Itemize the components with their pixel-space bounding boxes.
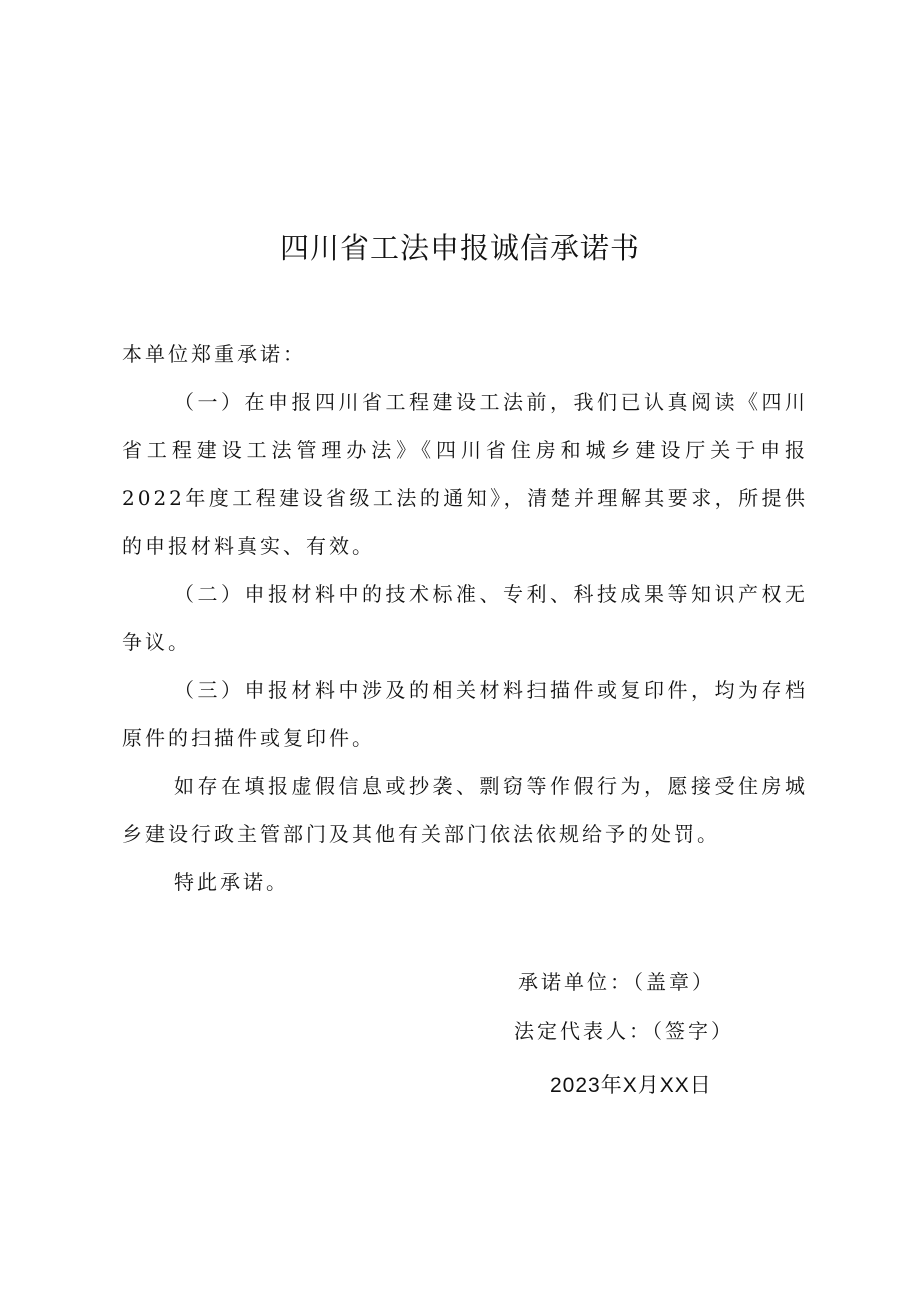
salutation: 本单位郑重承诺：	[122, 342, 306, 366]
paragraph-4: 如存在填报虚假信息或抄袭、剽窃等作假行为，愿接受住房城乡建设行政主管部门及其他有关部门依法依规给予的处罚。	[122, 774, 808, 846]
paragraph-2: （二）申报材料中的技术标准、专利、科技成果等知识产权无争议。	[122, 582, 808, 654]
signature-representative: 法定代表人：（签字）	[514, 1019, 734, 1043]
document-title: 四川省工法申报诚信承诺书	[279, 231, 640, 265]
paragraph-1: （一）在申报四川省工程建设工法前，我们已认真阅读《四川省工程建设工法管理办法》《四川省住房和城乡建设厅关于申报2022年度工程建设省级工法的通知》，清楚并理解其要求，所提供的申报材料真实、有效。	[122, 390, 808, 558]
paragraph-5: 特此承诺。	[174, 870, 289, 894]
signature-date: 2023年X月XX日	[550, 1074, 712, 1097]
signature-unit: 承诺单位：（盖章）	[518, 970, 715, 994]
paragraph-3: （三）申报材料中涉及的相关材料扫描件或复印件，均为存档原件的扫描件或复印件。	[122, 678, 808, 750]
